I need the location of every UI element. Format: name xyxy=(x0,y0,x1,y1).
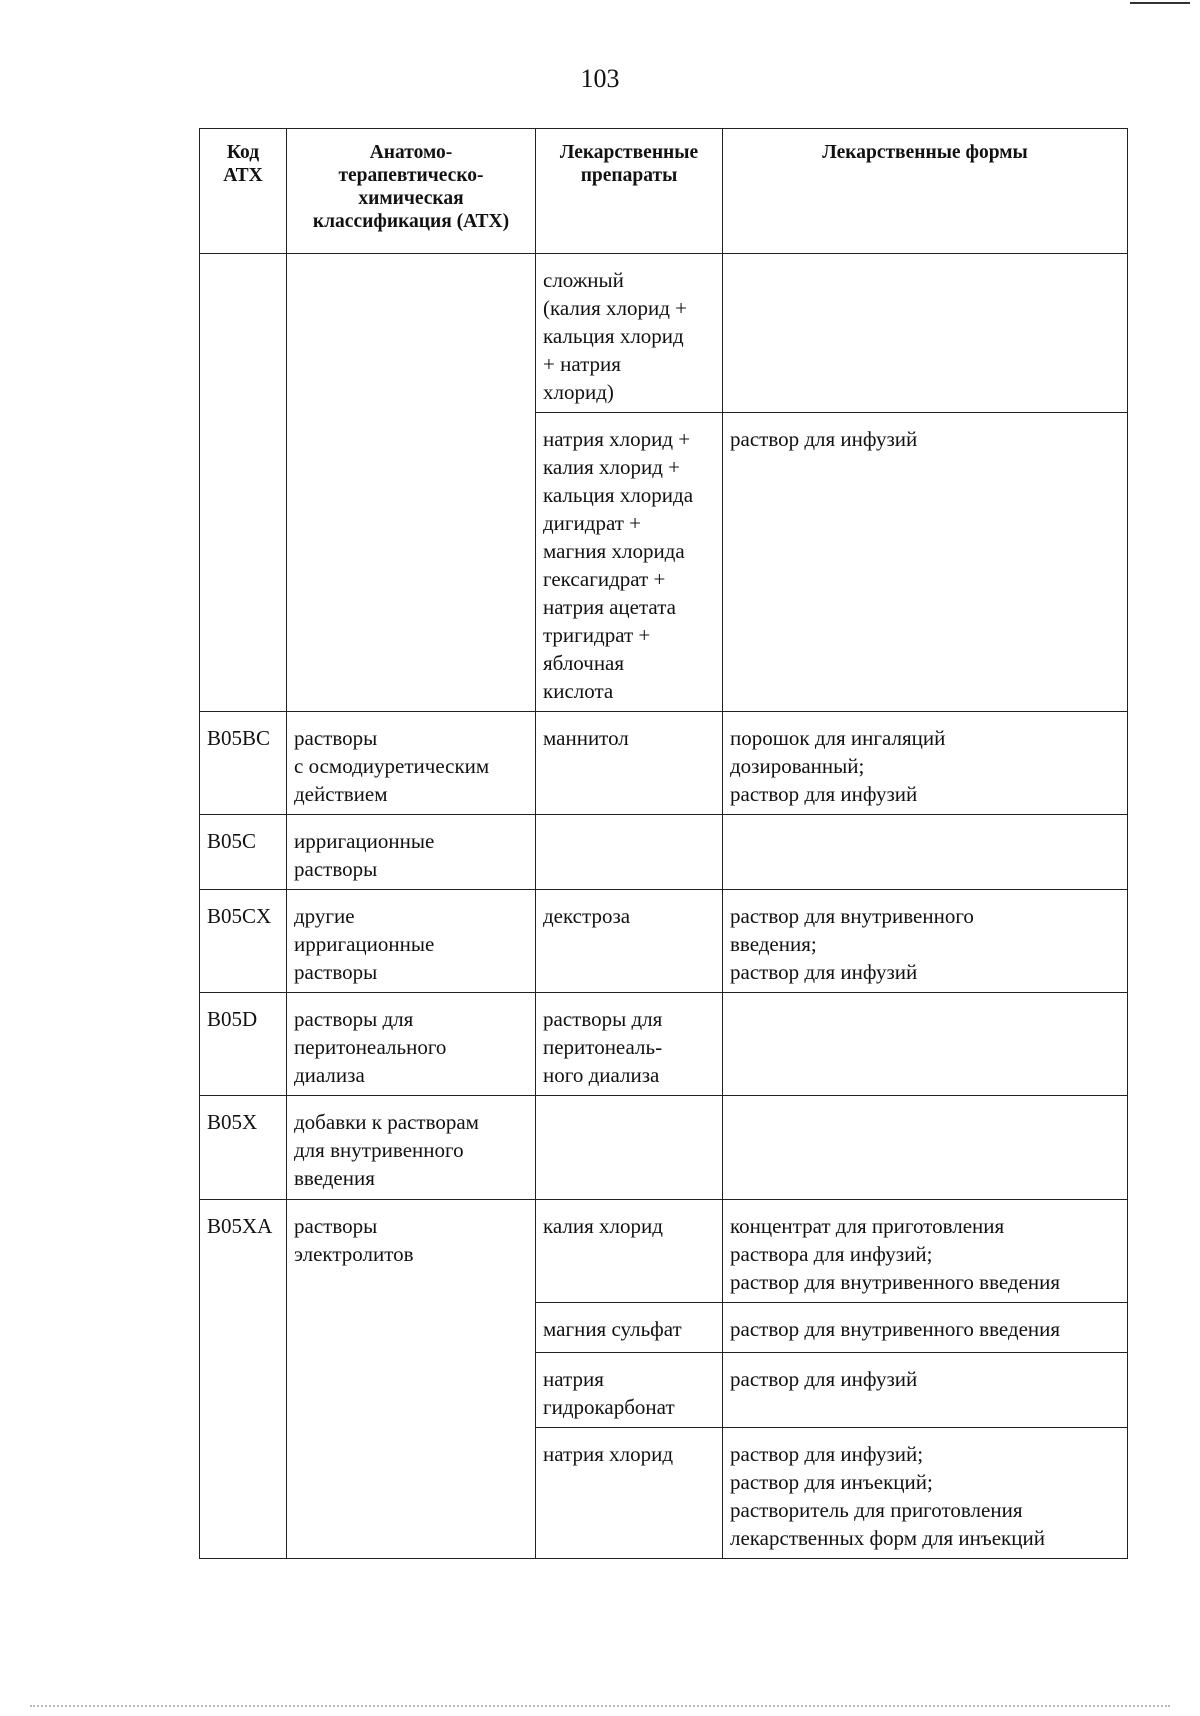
form-cell: раствор для инфузий xyxy=(723,1353,1128,1428)
scan-corner-mark xyxy=(1130,2,1190,4)
atc-code-cell: B05X xyxy=(200,1096,287,1200)
drug-cell: калия хлорид xyxy=(536,1200,723,1303)
drug-cell: натрия гидрокарбонат xyxy=(536,1353,723,1428)
form-cell: раствор для внутривенного введения xyxy=(723,1303,1128,1353)
drug-cell: растворы для перитонеаль- ного диализа xyxy=(536,993,723,1096)
atc-code-cell: B05BC xyxy=(200,712,287,815)
form-cell xyxy=(723,1096,1128,1200)
form-cell: раствор для внутривенного введения; раствор для инфузий xyxy=(723,890,1128,993)
classification-cell: растворы электролитов xyxy=(287,1200,536,1559)
table-row xyxy=(200,815,1128,890)
header-code: Код АТХ xyxy=(200,129,287,254)
form-cell: порошок для ингаляций дозированный; раствор для инфузий xyxy=(723,712,1128,815)
atc-table xyxy=(199,128,1128,1559)
drug-cell: магния сульфат xyxy=(536,1303,723,1353)
drug-cell: натрия хлорид xyxy=(536,1428,723,1559)
atc-code-cell: B05C xyxy=(200,815,287,890)
table-row xyxy=(200,1200,1128,1303)
atc-code-cell: B05D xyxy=(200,993,287,1096)
atc-code-cell: B05XA xyxy=(200,1200,287,1559)
drug-cell: маннитол xyxy=(536,712,723,815)
form-cell: раствор для инфузий xyxy=(723,413,1128,712)
table-row xyxy=(200,890,1128,993)
table-row xyxy=(200,712,1128,815)
atc-code-cell: B05CX xyxy=(200,890,287,993)
drug-cell: сложный (калия хлорид + кальция хлорид + натрия хлорид) xyxy=(536,254,723,413)
header-drugs: Лекарственные препараты xyxy=(536,129,723,254)
classification-cell xyxy=(287,254,536,712)
table-row xyxy=(200,1096,1128,1200)
classification-cell: растворы с осмодиуретическим действием xyxy=(287,712,536,815)
drug-cell xyxy=(536,815,723,890)
table-row xyxy=(200,993,1128,1096)
drug-cell: натрия хлорид + калия хлорид + кальция хлорида дигидрат + магния хлорида гексагидрат + натрия ацетата тригидрат + яблочная кислота xyxy=(536,413,723,712)
form-cell xyxy=(723,993,1128,1096)
form-cell: концентрат для приготовления раствора для инфузий; раствор для внутривенного введения xyxy=(723,1200,1128,1303)
form-cell xyxy=(723,815,1128,890)
table-row xyxy=(200,254,1128,413)
classification-cell: другие ирригационные растворы xyxy=(287,890,536,993)
header-forms: Лекарственные формы xyxy=(723,129,1128,254)
form-cell: раствор для инфузий; раствор для инъекций; растворитель для приготовления лекарственных форм для инъекций xyxy=(723,1428,1128,1559)
table-header-row xyxy=(200,129,1128,254)
classification-cell: растворы для перитонеального диализа xyxy=(287,993,536,1096)
header-classification: Анатомо- терапевтическо- химическая классификация (АТХ) xyxy=(287,129,536,254)
classification-cell: ирригационные растворы xyxy=(287,815,536,890)
atc-code-cell xyxy=(200,254,287,712)
scan-artifact-line xyxy=(30,1705,1170,1709)
drug-cell: декстроза xyxy=(536,890,723,993)
form-cell xyxy=(723,254,1128,413)
page-number: 103 xyxy=(580,64,620,93)
drug-cell xyxy=(536,1096,723,1200)
classification-cell: добавки к растворам для внутривенного введения xyxy=(287,1096,536,1200)
